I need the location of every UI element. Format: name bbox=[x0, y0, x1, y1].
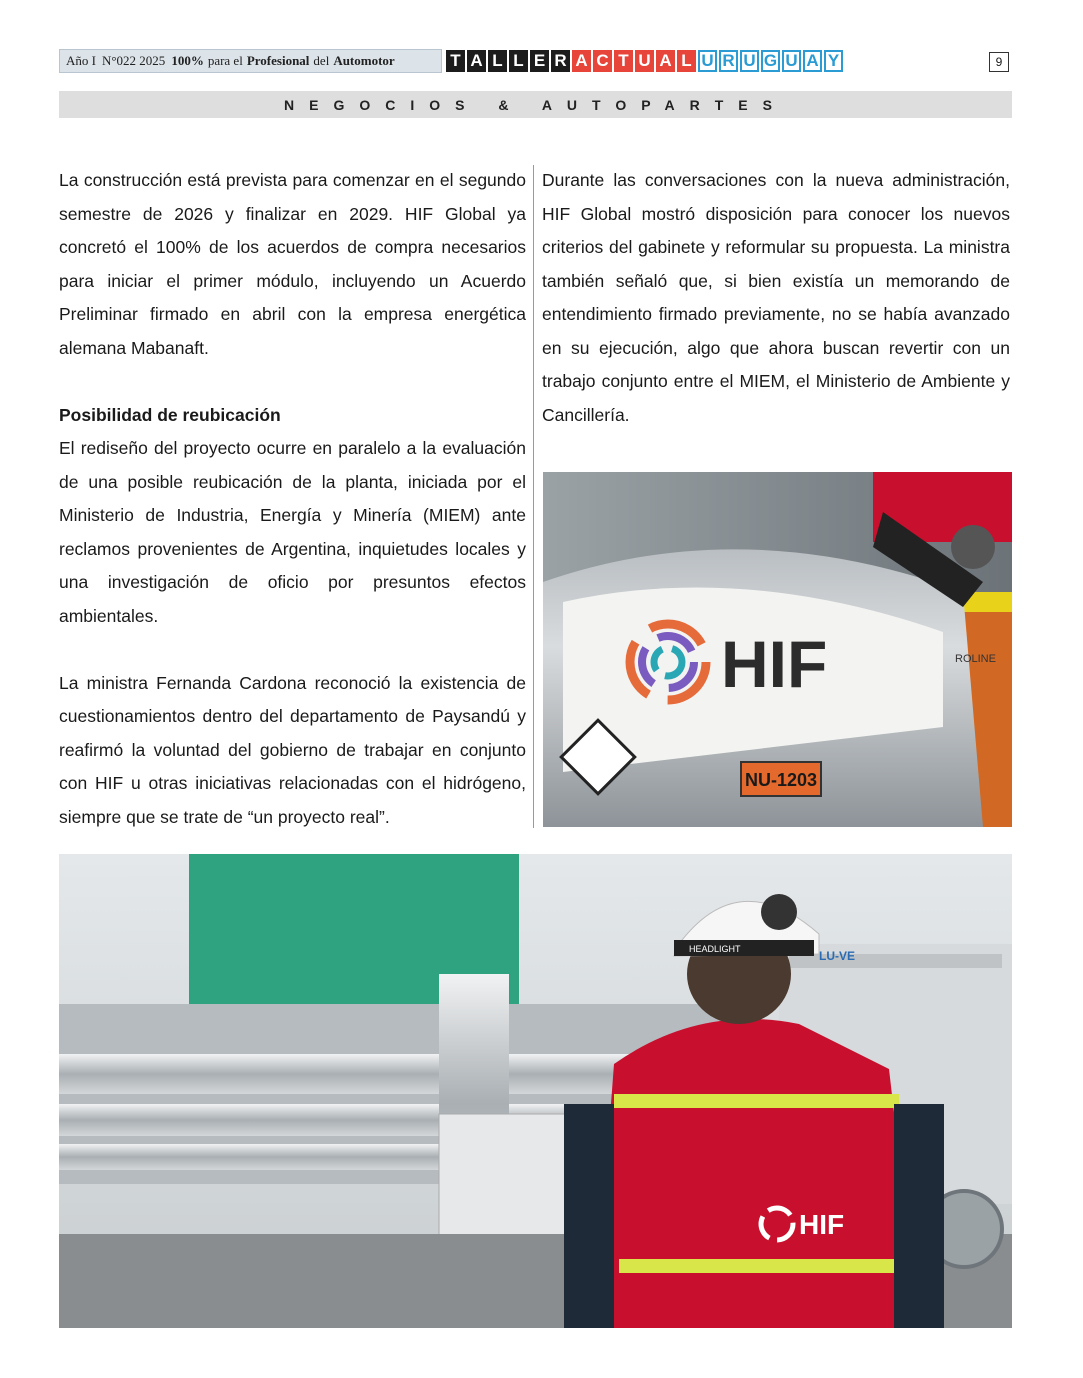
masthead-letter: L bbox=[677, 50, 696, 72]
hif-logo-text: HIF bbox=[721, 627, 828, 701]
issue-info-bar bbox=[59, 49, 442, 73]
masthead-letter: L bbox=[488, 50, 507, 72]
masthead-letter: U bbox=[635, 50, 654, 72]
subheading: Posibilidad de reubicación bbox=[59, 404, 281, 425]
tagline-mid: para el bbox=[207, 53, 243, 68]
masthead-letter: E bbox=[530, 50, 549, 72]
masthead-letter: C bbox=[593, 50, 612, 72]
masthead-letter: T bbox=[446, 50, 465, 72]
photo-hif-tank bbox=[543, 472, 1012, 827]
paragraph: El rediseño del proyecto ocurre en paralelo a la evaluación de una posible reubicación de la planta, iniciada por el Ministerio de Industria, Energía y Minería (MIEM) ante reclamos provenientes de Argentina, inquietudes locales y una investigación de oficio por presuntos efectos ambientales. bbox=[59, 438, 526, 626]
page-number: 9 bbox=[989, 52, 1009, 72]
masthead-letter: A bbox=[572, 50, 591, 72]
masthead-letter: T bbox=[614, 50, 633, 72]
section-title: NEGOCIOS & AUTOPARTES bbox=[59, 91, 1012, 118]
photo-hif-worker bbox=[59, 854, 1012, 1328]
masthead-letter: R bbox=[551, 50, 570, 72]
issue-number: N°022 2025 bbox=[101, 53, 166, 68]
tagline-automotor: Automotor bbox=[333, 53, 395, 68]
masthead-letter: A bbox=[467, 50, 486, 72]
masthead-letter: U bbox=[782, 50, 801, 72]
issue-year: Año I bbox=[66, 53, 96, 68]
vest-logo-text: HIF bbox=[799, 1209, 845, 1240]
tagline-profesional: Profesional bbox=[246, 53, 310, 68]
paragraph: La construcción está prevista para comenzar en el segundo semestre de 2026 y finalizar en 2029. HIF Global ya concretó el 100% de los acuerdos de compra necesarios para iniciar el primer módulo, incluyendo un Acuerdo Preliminar firmado en abril con la empresa energética alemana Mabanaft. bbox=[59, 170, 526, 358]
column-divider bbox=[533, 165, 534, 828]
tagline-percent: 100% bbox=[171, 53, 204, 68]
masthead-letter: U bbox=[740, 50, 759, 72]
paragraph: Durante las conversaciones con la nueva administración, HIF Global mostró disposición para conocer los nuevos criterios del gabinete y reformular su propuesta. La ministra también señaló que, si bien existía un memorando de entendimiento firmado previamente, no se había avanzado en su ejecución, algo que ahora buscan revertir con un trabajo conjunto entre el MIEM, el Ministerio de Ambiente y Cancillería. bbox=[542, 170, 1010, 425]
tagline-del: del bbox=[313, 53, 330, 68]
masthead-letter: G bbox=[761, 50, 780, 72]
helmet-band-text: HEADLIGHT bbox=[689, 944, 741, 954]
masthead-logo bbox=[446, 50, 843, 74]
masthead-letter: A bbox=[656, 50, 675, 72]
unit-brand-text: LU-VE bbox=[819, 949, 855, 963]
masthead-letter: A bbox=[803, 50, 822, 72]
paragraph: La ministra Fernanda Cardona reconoció la existencia de cuestionamientos dentro del departamento de Paysandú y reafirmó la voluntad del gobierno de trabajar en conjunto con HIF u otras iniciativas relacionadas con el hidrógeno, siempre que se trate de “un proyecto real”. bbox=[59, 672, 526, 827]
article-column-right bbox=[542, 164, 1010, 432]
masthead-letter: R bbox=[719, 50, 738, 72]
article-column-left bbox=[59, 164, 526, 834]
masthead-letter: Y bbox=[824, 50, 843, 72]
masthead-letter: U bbox=[698, 50, 717, 72]
un-number-label: NU-1203 bbox=[744, 770, 818, 790]
masthead-letter: L bbox=[509, 50, 528, 72]
side-label: ROLINE bbox=[955, 653, 996, 665]
